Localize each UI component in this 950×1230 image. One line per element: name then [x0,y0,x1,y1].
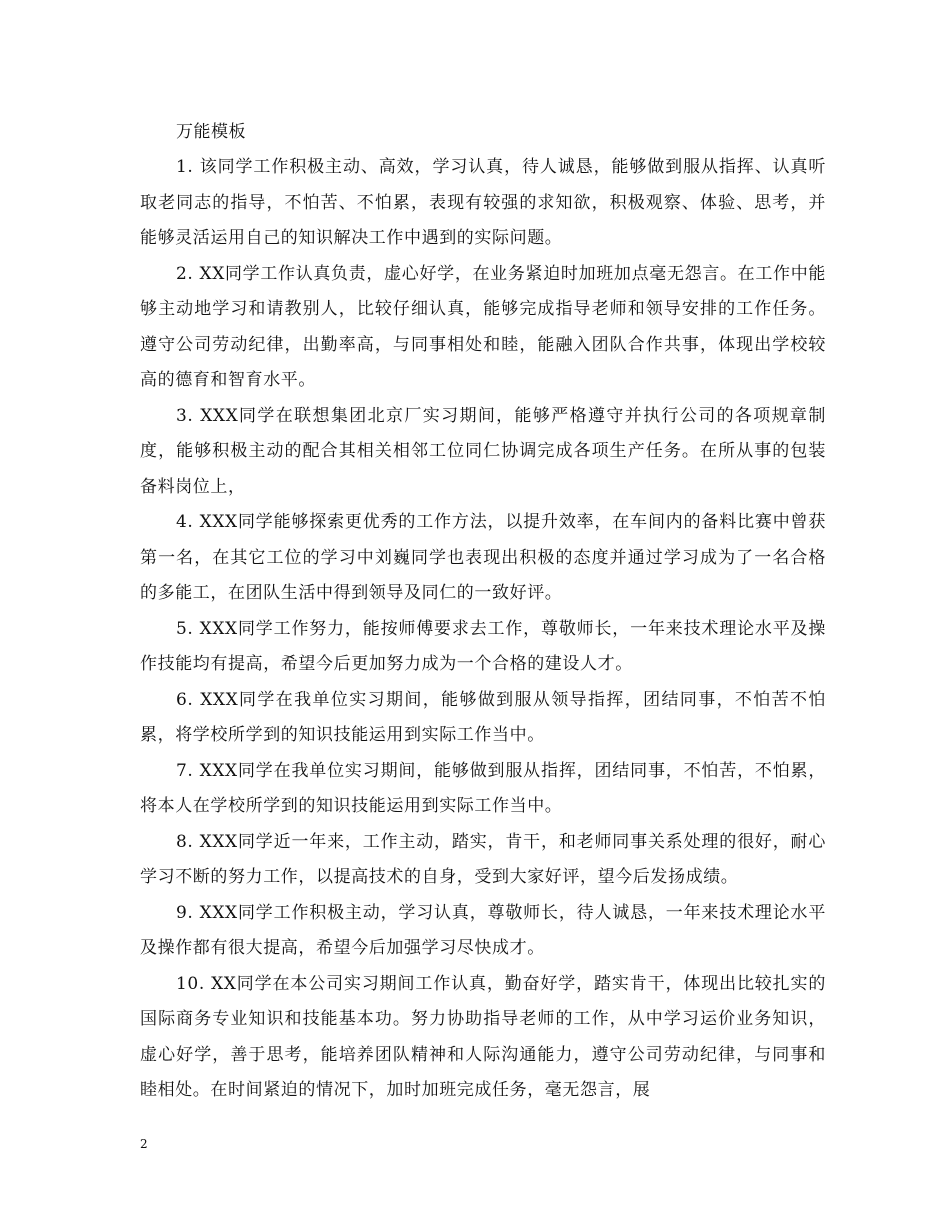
document-body [140,114,826,1109]
paragraph-9: 9. XXX同学工作积极主动，学习认真，尊敬师长，待人诚恳，一年来技术理论水平及操作都有很大提高，希望今后加强学习尽快成才。 [140,902,826,958]
page-number: 2 [140,1137,148,1151]
paragraph-3: 3. XXX同学在联想集团北京厂实习期间，能够严格遵守并执行公司的各项规章制度，能够积极主动的配合其相关相邻工位同仁协调完成各项生产任务。在所从事的包装备料岗位上， [140,405,826,497]
paragraph-10: 10. XX同学在本公司实习期间工作认真，勤奋好学，踏实肯干，体现出比较扎实的国际商务专业知识和技能基本功。努力协助指导老师的工作，从中学习运价业务知识，虚心好学，善于思考，能培养团队精神和人际沟通能力，遵守公司劳动纪律，与同事和睦相处。在时间紧迫的情况下，加时加班完成任务，毫无怨言，展 [140,973,826,1100]
paragraph-7: 7. XXX同学在我单位实习期间，能够做到服从指挥，团结同事，不怕苦，不怕累，将本人在学校所学到的知识技能运用到实际工作当中。 [140,760,826,816]
paragraph-1: 1. 该同学工作积极主动、高效，学习认真，待人诚恳，能够做到服从指挥、认真听取老同志的指导，不怕苦、不怕累，表现有较强的求知欲，积极观察、体验、思考，并能够灵活运用自己的知识解决工作中遇到的实际问题。 [140,157,826,248]
paragraph-5: 5. XXX同学工作努力，能按师傅要求去工作，尊敬师长，一年来技术理论水平及操作技能均有提高，希望今后更加努力成为一个合格的建设人才。 [140,618,826,674]
paragraph-6: 6. XXX同学在我单位实习期间，能够做到服从领导指挥，团结同事，不怕苦不怕累，将学校所学到的知识技能运用到实际工作当中。 [140,689,826,745]
paragraph-8: 8. XXX同学近一年来，工作主动，踏实，肯干，和老师同事关系处理的很好，耐心学习不断的努力工作，以提高技术的自身，受到大家好评，望今后发扬成绩。 [140,831,826,887]
paragraph-2: 2. XX同学工作认真负责，虚心好学，在业务紧迫时加班加点毫无怨言。在工作中能够主动地学习和请教别人，比较仔细认真，能够完成指导老师和领导安排的工作任务。遵守公司劳动纪律，出勤率高，与同事相处和睦，能融入团队合作共事，体现出学校较高的德育和智育水平。 [140,263,826,390]
paragraph-4: 4. XXX同学能够探索更优秀的工作方法，以提升效率，在车间内的备料比赛中曾获第一名，在其它工位的学习中刘巍同学也表现出积极的态度并通过学习成为了一名合格的多能工，在团队生活中得到领导及同仁的一致好评。 [140,512,826,603]
document-title: 万能模板 [176,122,246,142]
